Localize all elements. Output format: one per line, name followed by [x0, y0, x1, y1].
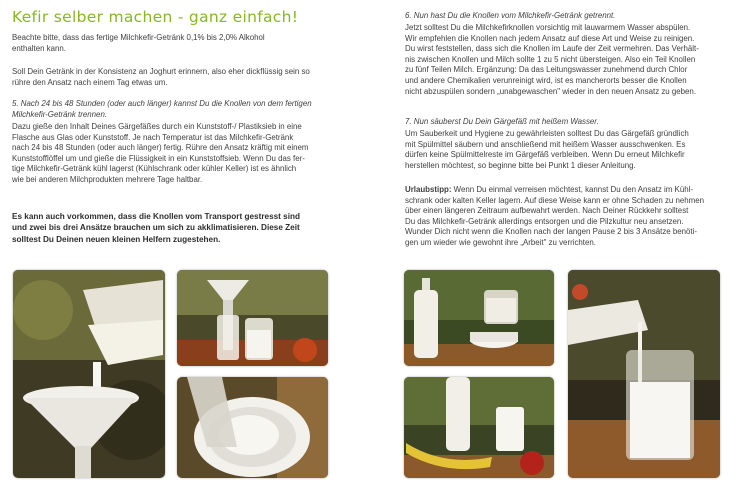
- transport-note: [12, 211, 300, 245]
- text-line: dürfen keine Spülmittelreste im Gärgefäß verbleiben. Wenn Du erneut Milchkefir: [405, 150, 685, 160]
- vacation-tip: [405, 185, 704, 249]
- text-line: herstellen möchtest, so beginne bitte bei Punkt 1 dieser Anleitung.: [405, 160, 636, 170]
- text-line: Kunststofflöffel um und gieße die Flüssigkeit in ein Kunststoffsieb. Wenn Du das fer-: [12, 153, 305, 163]
- text-line: Flasche aus Glas oder Kunststoff. Je nach Temperatur ist das Milchkefir-Getränk: [12, 132, 294, 142]
- text-line: wie bei anderen Milchprodukten mehrere Tage haltbar.: [12, 174, 203, 184]
- step-5-heading: [12, 99, 312, 120]
- text-line: über einen längeren Zeitraum aufbewahrt werden. Nach Deiner Rückkehr solltest: [405, 206, 689, 216]
- text-line: Es kann auch vorkommen, dass die Knollen vom Transport gestresst sind: [12, 212, 301, 221]
- text-line: Soll Dein Getränk in der Konsistenz an Joghurt erinnern, also eher dickflüssig sein so: [12, 67, 310, 76]
- photo-bottle-jars: [404, 270, 554, 366]
- text-line: Wir empfehlen die Knollen nach jedem Ansatz auf diese Art und Weise zu reinigen.: [405, 33, 695, 43]
- photo-strainer-bowl: [177, 377, 328, 478]
- text-line: Du das Milchkefir-Getränk allerdings entsorgen und die Pilzkultur neu ansetzen.: [405, 216, 684, 226]
- text-line: nach 24 bis 48 Stunden (oder auch länger) fertig. Rühre den Ansatz kräftig mit einem: [12, 143, 309, 153]
- step-5-body: [12, 122, 309, 186]
- photo-funnel-jar: [177, 270, 328, 366]
- text-line: Dazu gieße den Inhalt Deines Gärgefäßes durch ein Kunststoff-/ Plastiksieb in eine: [12, 122, 302, 131]
- tip-first-line: [405, 185, 704, 196]
- page-title: Kefir selber machen - ganz einfach!: [12, 8, 299, 26]
- text-line: nicht abzuspülen sondern „unabgewaschen" wieder in den neuen Ansatz zu geben.: [405, 86, 697, 96]
- text-line: Milchkefir-Getränk trennen.: [12, 109, 108, 119]
- step-7-heading: 7. Nun säuberst Du Dein Gärgefäß mit heißem Wasser.: [405, 117, 599, 126]
- paragraph-consistency: [12, 67, 310, 88]
- text-line: mit Spülmittel säubern und anschließend mit heißem Wasser ausschwenken. Es: [405, 139, 686, 149]
- text-line: zu fünf Teilen Milch. Ergänzung: Da das Leitungswasser zunehmend durch Chlor: [405, 65, 688, 75]
- text-line: nis zwischen Knollen und Milch sollte 1 zu 5 nicht übersteigen. Also ein Teil Knollen: [405, 54, 696, 64]
- text-line: rühre den Ansatz nach einem Tag etwas um.: [12, 77, 168, 87]
- text-line: Wenn Du einmal verreisen möchtest, kannst Du den Ansatz im Kühl-: [451, 185, 693, 194]
- text-line: Jetzt solltest Du die Milchkefirknollen vorsichtig mit lauwarmem Wasser abspülen.: [405, 23, 691, 32]
- tip-label: Urlaubstipp:: [405, 185, 452, 194]
- text-line: schrank oder kalten Keller lagern. Auf diese Weise kann er ohne Schaden zu nehmen: [405, 195, 705, 205]
- text-line: solltest Du Deinen neuen kleinen Helfern zugestehen.: [12, 234, 221, 244]
- photo-pouring-glass: [568, 270, 720, 478]
- text-line: gen um wieder wie gewohnt ihre „Arbeit" zu verrichten.: [405, 237, 596, 247]
- text-line: tige Milchkefir-Getränk kühl lagerst (Kühlschrank oder kühler Keller) ist es ähnlich: [12, 164, 297, 174]
- photo-pouring-funnel: [13, 270, 165, 478]
- right-page: [370, 0, 740, 493]
- text-line: Du wirst feststellen, dass sich die Knollen im Laufe der Zeit vermehren. Das Verhält-: [405, 44, 699, 54]
- photo-bananas-apple: [404, 377, 554, 478]
- paragraph-alcohol: [12, 33, 265, 54]
- text-line: Wunder Dich nicht wenn die Knollen nach der langen Pause 2 bis 3 Ansätze benöti-: [405, 227, 697, 237]
- text-line: enthalten kann.: [12, 43, 66, 53]
- text-line: 5. Nach 24 bis 48 Stunden (oder auch länger) kannst Du die Knollen von dem fertigen: [12, 99, 312, 108]
- text-line: und zwei bis drei Ansätze brauchen um sich zu akklimatisieren. Diese Zeit: [12, 223, 300, 233]
- text-line: Beachte bitte, dass das fertige Milchkefir-Getränk 0,1% bis 2,0% Alkohol: [12, 33, 265, 42]
- step-6-body: [405, 23, 699, 97]
- step-6-heading: 6. Nun hast Du die Knollen vom Milchkefir-Getränk getrennt.: [405, 11, 616, 20]
- text-line: Um Sauberkeit und Hygiene zu gewährleisten solltest Du das Gärgefäß gründlich: [405, 129, 689, 138]
- text-line: und andere Chemikalien verunreinigt wird, ist es mancherorts besser die Knollen: [405, 75, 687, 85]
- step-7-body: [405, 129, 689, 171]
